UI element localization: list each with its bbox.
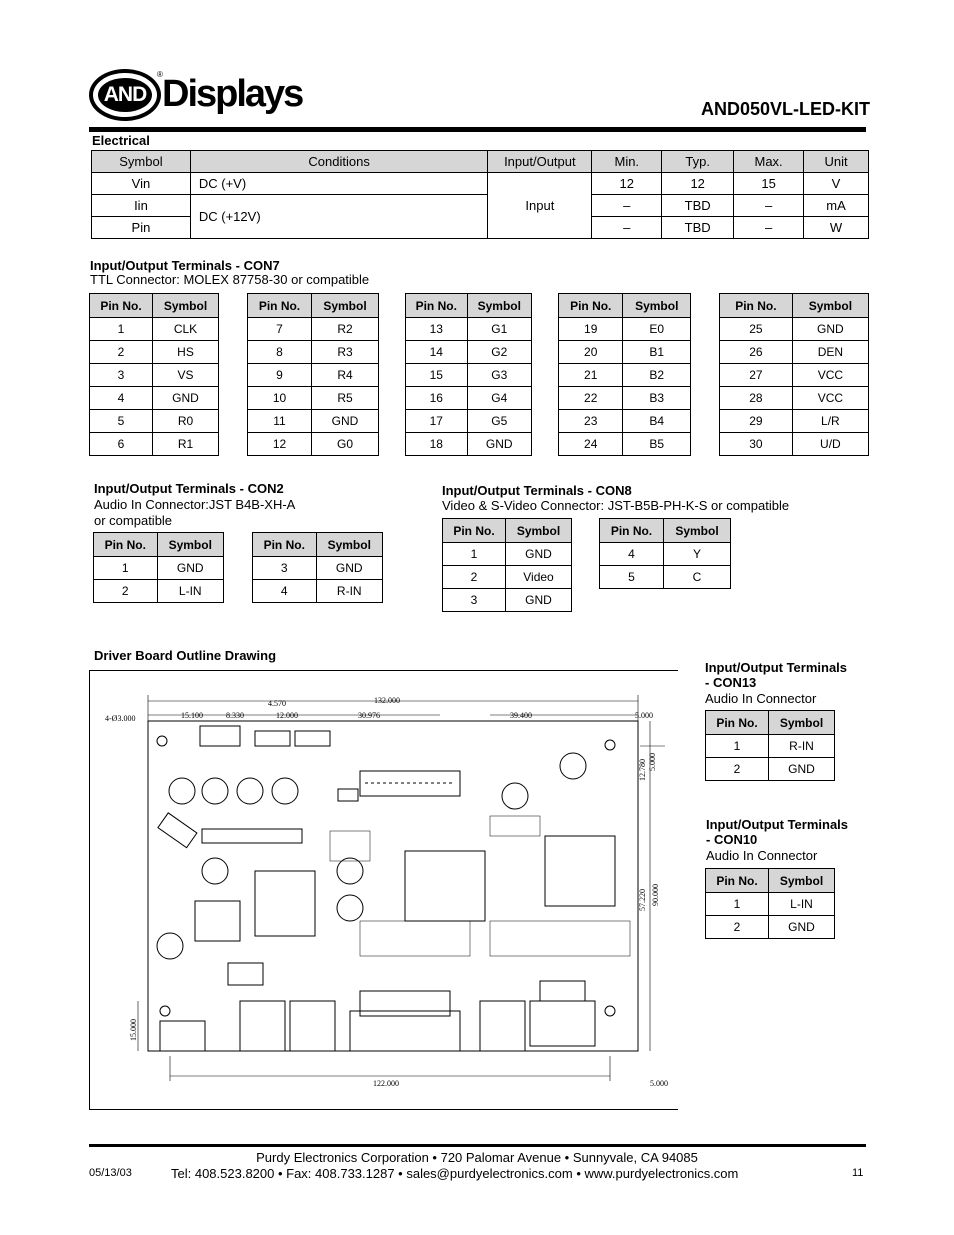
con8-pin-table-1: [442, 518, 572, 612]
capacitor: [157, 933, 183, 959]
table-row: [600, 543, 731, 566]
cell-typ: TBD: [662, 217, 734, 239]
header-pin-no: Pin No.: [94, 533, 158, 557]
pin-no: 20: [559, 341, 623, 364]
header-min: Min.: [592, 151, 662, 173]
pin-no: 29: [720, 410, 793, 433]
pin-symbol: L/R: [792, 410, 868, 433]
table-row: [720, 433, 869, 456]
mounting-hole: [160, 1006, 170, 1016]
logo-wordmark: Displays: [162, 73, 303, 115]
pin-no: 17: [406, 410, 468, 433]
ic-chip: [255, 871, 315, 936]
board-outline-svg: [90, 671, 679, 1111]
dim-90000: 90.000: [651, 884, 660, 906]
header-symbol: Symbol: [153, 294, 219, 318]
connector: [338, 789, 358, 801]
dim-15100: 15.100: [181, 711, 203, 720]
oscillator: [158, 813, 197, 848]
pin-no: 3: [253, 557, 317, 580]
ic-chip: [545, 836, 615, 906]
pin-no: 26: [720, 341, 793, 364]
con7-pin-table-4: [558, 293, 691, 456]
pin-symbol: Video: [506, 566, 572, 589]
con13-subtitle: Audio In Connector: [705, 691, 817, 706]
dim-132000: 132.000: [374, 696, 400, 705]
table-row: [720, 410, 869, 433]
pin-no: 2: [90, 341, 153, 364]
audio-jack: [290, 1001, 335, 1051]
pin-symbol: R-IN: [316, 580, 383, 603]
con8-pin-table-2: [599, 518, 731, 589]
table-row: [706, 735, 835, 758]
page-number: 11: [852, 1167, 864, 1179]
pin-symbol: U/D: [792, 433, 868, 456]
model-number: AND050VL-LED-KIT: [700, 99, 870, 119]
header-pin-no: Pin No.: [720, 294, 793, 318]
table-row: [406, 433, 532, 456]
table-row: [406, 318, 532, 341]
header-symbol: Symbol: [92, 151, 191, 173]
connector: [360, 991, 450, 1016]
con7-pin-table-1: [89, 293, 219, 456]
audio-jack: [480, 1001, 525, 1051]
con7-pin-table-2: [247, 293, 379, 456]
table-row: [90, 341, 219, 364]
table-row: [720, 364, 869, 387]
pin-no: 5: [600, 566, 664, 589]
table-row: [92, 173, 869, 195]
dim-122000: 122.000: [373, 1079, 399, 1088]
table-row: [94, 557, 224, 580]
header-symbol: Symbol: [623, 294, 691, 318]
pin-no: 3: [443, 589, 506, 612]
pin-no: 19: [559, 318, 623, 341]
pin-no: 16: [406, 387, 468, 410]
table-row: [559, 433, 691, 456]
electrical-table: [91, 150, 869, 239]
cell-max: 15: [734, 173, 804, 195]
pin-no: 2: [706, 916, 769, 939]
pin-no: 6: [90, 433, 153, 456]
con7-pin-table-5: [719, 293, 869, 456]
header-symbol: Symbol: [157, 533, 224, 557]
cell-typ: TBD: [662, 195, 734, 217]
con2-title: Input/Output Terminals - CON2: [94, 481, 284, 496]
pin-symbol: R0: [153, 410, 219, 433]
con10-pin-table: [705, 868, 835, 939]
cell-conditions: DC (+V): [190, 173, 488, 195]
header-pin-no: Pin No.: [253, 533, 317, 557]
header-input-output: Input/Output: [488, 151, 592, 173]
pin-no: 2: [706, 758, 769, 781]
connector: [295, 731, 330, 746]
pin-no: 2: [443, 566, 506, 589]
pin-symbol: VCC: [792, 387, 868, 410]
table-row: [94, 580, 224, 603]
pin-symbol: GND: [769, 916, 835, 939]
table-row: [406, 410, 532, 433]
table-row: [406, 364, 532, 387]
pin-no: 1: [90, 318, 153, 341]
header-symbol: Symbol: [792, 294, 868, 318]
capacitor: [337, 895, 363, 921]
header-symbol: Symbol: [663, 519, 730, 543]
cell-input-output: Input: [488, 173, 592, 239]
dim-39400: 39.400: [510, 711, 532, 720]
header-typ: Typ.: [662, 151, 734, 173]
cell-min: –: [592, 217, 662, 239]
power-jack: [160, 1021, 205, 1051]
pin-no: 5: [90, 410, 153, 433]
drawing-title: Driver Board Outline Drawing: [94, 648, 277, 663]
pin-symbol: G4: [467, 387, 531, 410]
dim-5000-side: 5.000: [648, 753, 657, 771]
table-row: [90, 364, 219, 387]
table-row: [443, 543, 572, 566]
dim-8330: 8.330: [226, 711, 244, 720]
cell-symbol: Vin: [92, 173, 191, 195]
con7-subtitle: TTL Connector: MOLEX 87758-30 or compatible: [90, 272, 370, 287]
dim-4570: 4.570: [268, 699, 286, 708]
table-row: [248, 364, 379, 387]
table-row: [90, 387, 219, 410]
pin-no: 24: [559, 433, 623, 456]
pin-no: 30: [720, 433, 793, 456]
table-row: [720, 341, 869, 364]
pin-no: 1: [706, 735, 769, 758]
pin-symbol: GND: [769, 758, 835, 781]
capacitor: [502, 783, 528, 809]
table-row: [248, 387, 379, 410]
pin-no: 21: [559, 364, 623, 387]
header-conditions: Conditions: [190, 151, 488, 173]
table-row: [559, 364, 691, 387]
pin-symbol: GND: [153, 387, 219, 410]
pin-no: 28: [720, 387, 793, 410]
pin-symbol: GND: [467, 433, 531, 456]
table-row: [248, 341, 379, 364]
mounting-hole: [605, 1006, 615, 1016]
table-row: [90, 410, 219, 433]
con13-title-line1: Input/Output Terminals: [705, 660, 848, 675]
capacitor: [272, 778, 298, 804]
pin-no: 1: [706, 893, 769, 916]
header-pin-no: Pin No.: [559, 294, 623, 318]
pin-symbol: GND: [157, 557, 224, 580]
pin-symbol: Y: [663, 543, 730, 566]
pin-symbol: G3: [467, 364, 531, 387]
pin-symbol: B1: [623, 341, 691, 364]
cell-symbol: Iin: [92, 195, 191, 217]
table-row: [706, 916, 835, 939]
table-row: [559, 387, 691, 410]
header-symbol: Symbol: [467, 294, 531, 318]
table-row: [248, 433, 379, 456]
con10-subtitle: Audio In Connector: [706, 848, 818, 863]
mounting-hole: [157, 736, 167, 746]
ic-chip: [405, 851, 485, 921]
cell-unit: mA: [804, 195, 869, 217]
mounting-hole: [605, 740, 615, 750]
pin-symbol: VCC: [792, 364, 868, 387]
pin-symbol: GND: [506, 589, 572, 612]
logo-mark: AND: [98, 78, 152, 112]
pin-symbol: L-IN: [769, 893, 835, 916]
cell-max: –: [734, 217, 804, 239]
pin-no: 12: [248, 433, 312, 456]
connector: [200, 726, 240, 746]
table-row: [90, 318, 219, 341]
capacitor: [169, 778, 195, 804]
table-row: [706, 758, 835, 781]
pin-no: 15: [406, 364, 468, 387]
pin-symbol: R5: [311, 387, 378, 410]
connector: [228, 963, 263, 985]
table-row: [248, 410, 379, 433]
pin-symbol: B3: [623, 387, 691, 410]
con2-pin-table-2: [252, 532, 383, 603]
pin-symbol: HS: [153, 341, 219, 364]
header-pin-no: Pin No.: [90, 294, 153, 318]
table-row: [600, 566, 731, 589]
connector: [255, 731, 290, 746]
header-unit: Unit: [804, 151, 869, 173]
pin-no: 22: [559, 387, 623, 410]
dim-12780: 12.780: [638, 759, 647, 781]
table-row: [248, 318, 379, 341]
header-symbol: Symbol: [316, 533, 383, 557]
electrical-title: Electrical: [92, 133, 150, 148]
table-row: [720, 318, 869, 341]
header-symbol: Symbol: [769, 711, 835, 735]
pin-no: 4: [253, 580, 317, 603]
pin-no: 9: [248, 364, 312, 387]
pin-no: 3: [90, 364, 153, 387]
footer-contact-line: Tel: 408.523.8200 • Fax: 408.733.1287 • sales@purdyelectronics.com • www.purdyelectronics.com: [171, 1166, 739, 1181]
con7-title: Input/Output Terminals - CON7: [90, 258, 280, 273]
header-pin-no: Pin No.: [406, 294, 468, 318]
dim-57220: 57.220: [638, 889, 647, 911]
dim-hole: 4-Ø3.000: [105, 714, 136, 723]
capacitor: [202, 778, 228, 804]
pin-no: 18: [406, 433, 468, 456]
audio-jack: [240, 1001, 285, 1051]
header-pin-no: Pin No.: [248, 294, 312, 318]
con7-pin-table-3: [405, 293, 532, 456]
table-row: [559, 318, 691, 341]
pin-symbol: DEN: [792, 341, 868, 364]
header-symbol: Symbol: [769, 869, 835, 893]
dim-5000-top: 5.000: [635, 711, 653, 720]
con13-title-line2: - CON13: [705, 675, 757, 690]
table-row: [253, 557, 383, 580]
pin-no: 1: [94, 557, 158, 580]
con10-title-line2: - CON10: [706, 832, 758, 847]
pin-no: 11: [248, 410, 312, 433]
header-pin-no: Pin No.: [443, 519, 506, 543]
pin-symbol: B2: [623, 364, 691, 387]
header-pin-no: Pin No.: [706, 711, 769, 735]
pin-symbol: G5: [467, 410, 531, 433]
table-row: [720, 387, 869, 410]
cell-unit: V: [804, 173, 869, 195]
footer-company-line: Purdy Electronics Corporation • 720 Palomar Avenue • Sunnyvale, CA 94085: [256, 1150, 698, 1165]
pin-symbol: CLK: [153, 318, 219, 341]
pin-no: 13: [406, 318, 468, 341]
transformer: [195, 901, 240, 941]
pin-no: 10: [248, 387, 312, 410]
capacitor: [202, 858, 228, 884]
cell-max: –: [734, 195, 804, 217]
electrical-header-row: [92, 151, 869, 173]
pin-symbol: GND: [506, 543, 572, 566]
svideo-connector: [530, 1001, 595, 1046]
table-row: [406, 387, 532, 410]
con2-pin-table-1: [93, 532, 224, 603]
header-symbol: Symbol: [311, 294, 378, 318]
pin-no: 4: [90, 387, 153, 410]
driver-board-drawing: [89, 670, 678, 1110]
footer-rule: [89, 1144, 866, 1147]
dim-15000: 15.000: [129, 1019, 138, 1041]
pin-symbol: R2: [311, 318, 378, 341]
cell-conditions: DC (+12V): [190, 195, 488, 239]
table-row: [406, 341, 532, 364]
pin-symbol: B5: [623, 433, 691, 456]
con2-subtitle-line1: Audio In Connector:JST B4B-XH-A: [94, 497, 296, 512]
table-row: [559, 341, 691, 364]
header-pin-no: Pin No.: [600, 519, 664, 543]
pin-symbol: R3: [311, 341, 378, 364]
pin-symbol: R-IN: [769, 735, 835, 758]
pin-symbol: GND: [311, 410, 378, 433]
capacitor: [237, 778, 263, 804]
brand-logo: [89, 69, 161, 121]
footer-date: 05/13/03: [89, 1167, 132, 1179]
table-row: [443, 566, 572, 589]
pin-symbol: G0: [311, 433, 378, 456]
dim-12000: 12.000: [276, 711, 298, 720]
pin-symbol: E0: [623, 318, 691, 341]
pin-no: 23: [559, 410, 623, 433]
con8-title: Input/Output Terminals - CON8: [442, 483, 632, 498]
pin-symbol: C: [663, 566, 730, 589]
pin-symbol: G2: [467, 341, 531, 364]
header-symbol: Symbol: [506, 519, 572, 543]
connector: [540, 981, 585, 1001]
pin-symbol: L-IN: [157, 580, 224, 603]
pin-symbol: GND: [792, 318, 868, 341]
con10-title-line1: Input/Output Terminals: [706, 817, 849, 832]
pin-no: 4: [600, 543, 664, 566]
pin-symbol: VS: [153, 364, 219, 387]
capacitor: [560, 753, 586, 779]
pin-no: 8: [248, 341, 312, 364]
table-row: [92, 195, 869, 217]
table-row: [706, 893, 835, 916]
pin-no: 2: [94, 580, 158, 603]
cell-typ: 12: [662, 173, 734, 195]
con13-pin-table: [705, 710, 835, 781]
cell-unit: W: [804, 217, 869, 239]
resistor-array: [202, 829, 302, 843]
pin-no: 1: [443, 543, 506, 566]
pin-no: 7: [248, 318, 312, 341]
table-row: [90, 433, 219, 456]
con8-subtitle: Video & S-Video Connector: JST-B5B-PH-K-S or compatible: [442, 498, 790, 513]
header-rule: [89, 127, 866, 132]
pin-symbol: G1: [467, 318, 531, 341]
dim-5000-bottom: 5.000: [650, 1079, 668, 1088]
cell-min: 12: [592, 173, 662, 195]
table-row: [559, 410, 691, 433]
pin-no: 27: [720, 364, 793, 387]
table-row: [253, 580, 383, 603]
pin-symbol: B4: [623, 410, 691, 433]
dim-30976: 30.976: [358, 711, 380, 720]
con2-subtitle-line2: or compatible: [94, 513, 173, 528]
capacitor: [337, 858, 363, 884]
header-max: Max.: [734, 151, 804, 173]
pin-symbol: R1: [153, 433, 219, 456]
pin-no: 14: [406, 341, 468, 364]
pin-symbol: R4: [311, 364, 378, 387]
pin-symbol: GND: [316, 557, 383, 580]
pin-no: 25: [720, 318, 793, 341]
vga-connector: [350, 1011, 460, 1051]
table-row: [443, 589, 572, 612]
cell-symbol: Pin: [92, 217, 191, 239]
cell-min: –: [592, 195, 662, 217]
header-pin-no: Pin No.: [706, 869, 769, 893]
logo-registered-mark: ®: [157, 70, 163, 79]
